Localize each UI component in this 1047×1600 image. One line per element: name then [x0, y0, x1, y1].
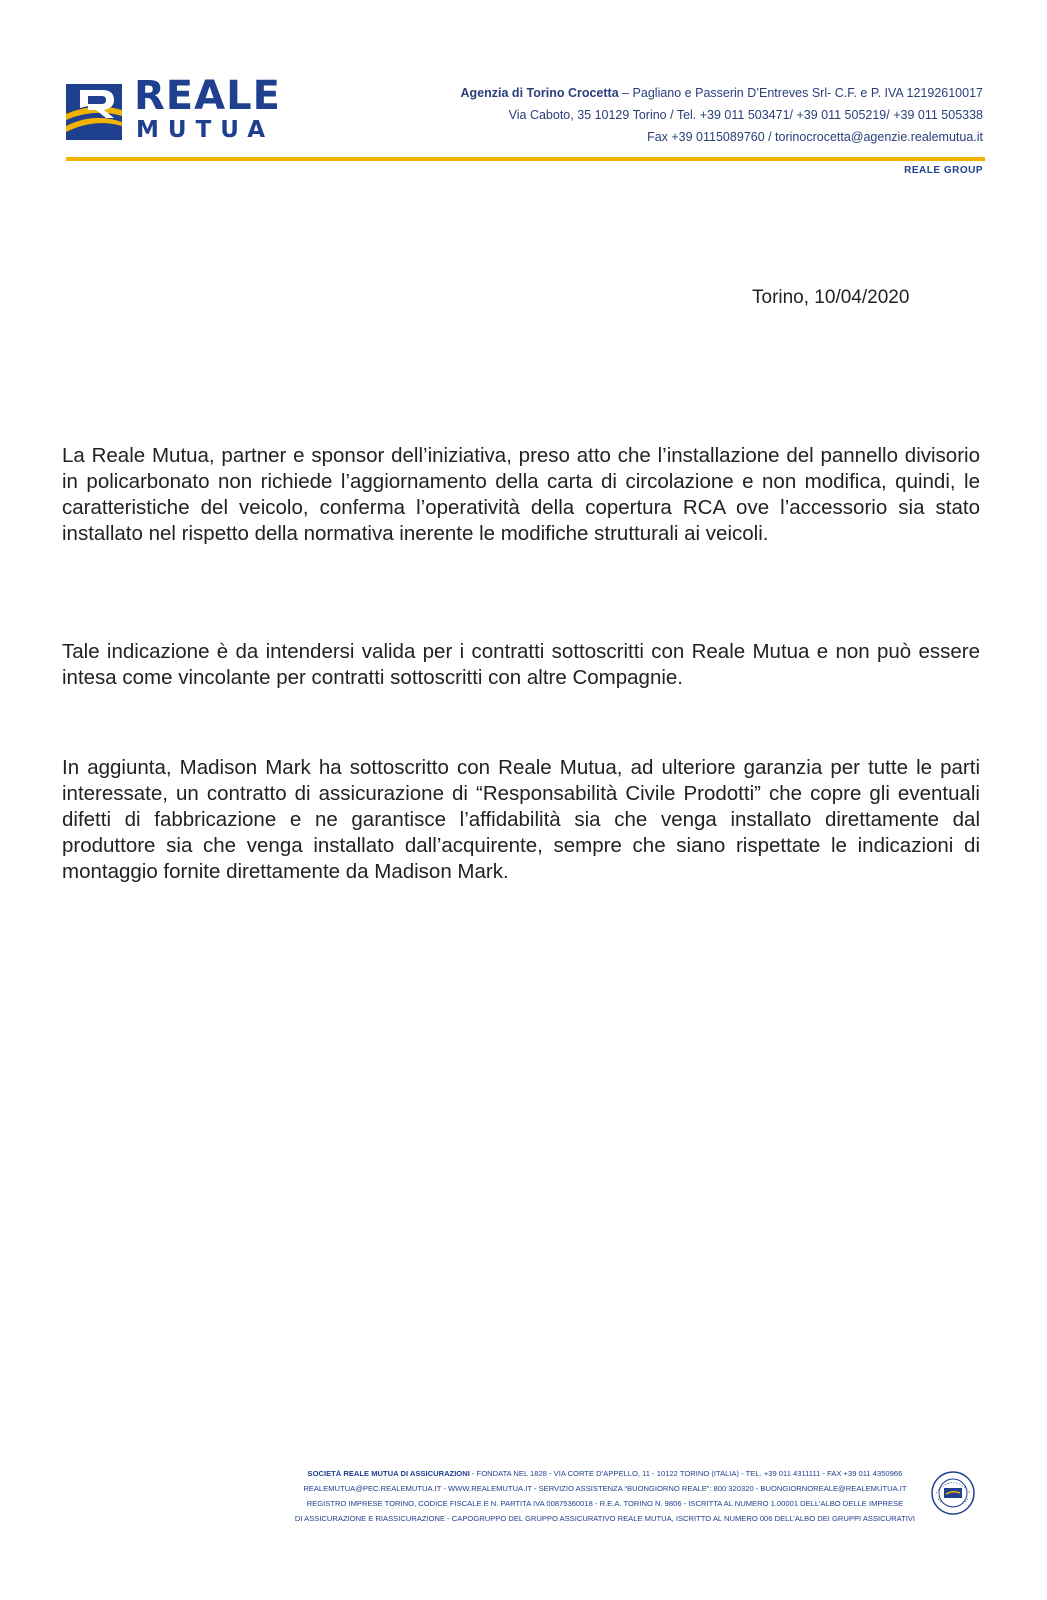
letter-paragraph-3: In aggiunta, Madison Mark ha sottoscritto con Reale Mutua, ad ulteriore garanzia per tutte le parti interessate, un contratto di assicurazione di “Responsabilità Civile Prodotti” che copre gli eventuali difetti di fabbricazione e ne garantisce l’affidabilità sia che venga installato direttamente dal produttore sia che venga installato dall’acquirente, sempre che siano rispettate le indicazioni di montaggio fornite direttamente da Madison Mark. — [62, 756, 980, 883]
letter-paragraph-1: La Reale Mutua, partner e sponsor dell’iniziativa, preso atto che l’installazione del pannello divisorio in policarbonato non richiede l’aggiornamento della carta di circolazione e non modifica, quindi, le caratteristiche del veicolo, conferma l’operatività della copertura RCA ove l’accessorio sia stato installato nel rispetto della normativa inerente le modifiche strutturali ai veicoli. — [62, 444, 980, 545]
letter-date: Torino, 10/04/2020 — [752, 287, 910, 308]
logo-word-reale: REALE — [134, 73, 281, 119]
footer-line-2: REALEMUTUA@PEC.REALEMUTUA.IT - WWW.REALEMUTUA.IT - SERVIZIO ASSISTENZA “BUONGIORNO REALE”: 800 320320 - BUONGIORNOREALE@REALEMUTUA.IT — [303, 1484, 907, 1493]
agency-company-info: – Pagliano e Passerin D’Entreves Srl- C.F. e P. IVA 12192610017 — [618, 86, 983, 100]
reale-mutua-logo — [66, 73, 296, 143]
company-seal-icon — [930, 1470, 976, 1516]
agency-address-line: Via Caboto, 35 10129 Torino / Tel. +39 011 503471/ +39 011 505219/ +39 011 505338 — [508, 108, 983, 122]
footer-address: - FONDATA NEL 1828 - VIA CORTE D’APPELLO, 11 - 10122 TORINO (ITALIA) - TEL. +39 011 4311111 - FAX +39 011 4350966 — [469, 1469, 903, 1478]
footer-company-name: SOCIETÀ REALE MUTUA DI ASSICURAZIONI — [307, 1469, 470, 1478]
footer-line-1 — [295, 1466, 915, 1481]
agency-line-1 — [461, 82, 983, 104]
agency-contact-block — [461, 82, 983, 148]
reale-group-label: REALE GROUP — [904, 165, 983, 176]
company-footer — [295, 1466, 915, 1526]
header-divider — [66, 157, 985, 161]
logo-word-mutua: MUTUA — [136, 117, 275, 143]
footer-line-4: DI ASSICURAZIONE E RIASSICURAZIONE - CAPOGRUPPO DEL GRUPPO ASSICURATIVO REALE MUTUA, ISCRITTO AL NUMERO 006 DELL’ALBO DEI GRUPPI ASSICURATIVI — [294, 1514, 915, 1523]
agency-prefix: Agenzia di — [460, 86, 527, 100]
reale-r-logo-icon — [66, 84, 122, 140]
agency-name: Torino Crocetta — [526, 86, 619, 100]
footer-line-3: REGISTRO IMPRESE TORINO, CODICE FISCALE E N. PARTITA IVA 00875360018 - R.E.A. TORINO N. 9806 - ISCRITTA AL NUMERO 1.00001 DELL’ALBO DELLE IMPRESE — [306, 1499, 904, 1508]
agency-fax-email-line: Fax +39 0115089760 / torinocrocetta@agenzie.realemutua.it — [647, 130, 983, 144]
letter-paragraph-2: Tale indicazione è da intendersi valida per i contratti sottoscritti con Reale Mutua e non può essere intesa come vincolante per contratti sottoscritti con altre Compagnie. — [62, 640, 980, 689]
